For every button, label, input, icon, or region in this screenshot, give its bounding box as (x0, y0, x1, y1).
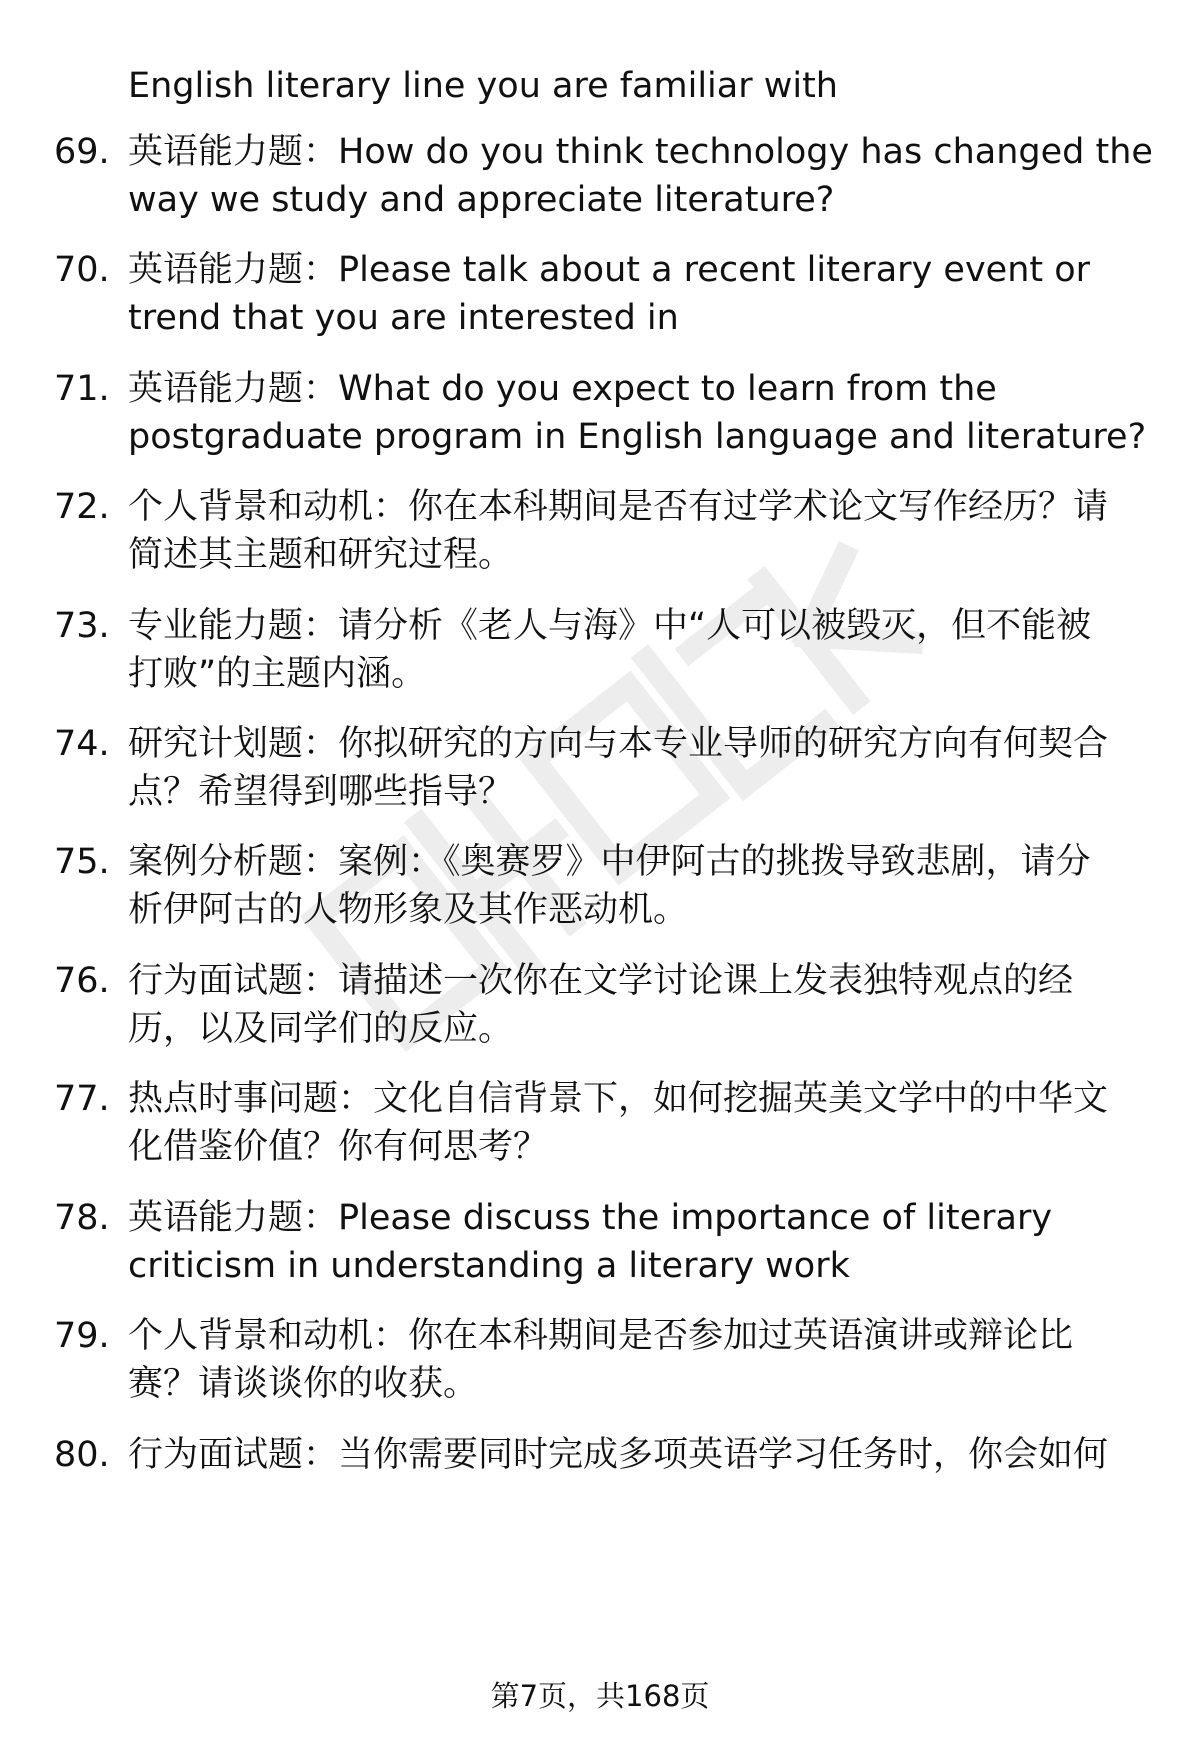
question-text (128, 365, 1146, 461)
question-number: 69. (54, 132, 110, 172)
question-line: 个人背景和动机：你在本科期间是否有过学术论文写作经历？请 (128, 487, 1109, 527)
question-number: 73. (54, 606, 110, 646)
question-number: 71. (54, 369, 110, 409)
question-line: 行为面试题：当你需要同时完成多项英语学习任务时，你会如何 (128, 1435, 1109, 1475)
question-line: criticism in understanding a literary work (128, 1246, 850, 1286)
question-line: 历，以及同学们的反应。 (128, 1009, 514, 1049)
question-text (128, 838, 1091, 934)
question-number: 70. (54, 250, 110, 290)
question-line: 研究计划题：你拟研究的方向与本专业导师的研究方向有何契合 (128, 724, 1109, 764)
question-number: 77. (54, 1079, 110, 1119)
question-line: 英语能力题：Please discuss the importance of literary (128, 1198, 1053, 1238)
question-line: postgraduate program in English language and literature? (128, 417, 1147, 457)
question-line: 专业能力题：请分析《老人与海》中“人可以被毁灭，但不能被 (128, 606, 1092, 646)
question-line: 点？希望得到哪些指导？ (128, 772, 514, 812)
question-line: 个人背景和动机：你在本科期间是否参加过英语演讲或辩论比 (128, 1316, 1074, 1356)
question-line: 英语能力题：Please talk about a recent literary event or (128, 250, 1091, 290)
question-number: 74. (54, 724, 110, 764)
question-text (128, 1075, 1108, 1171)
page-footer: 第7页，共168页 (490, 1679, 710, 1713)
question-text (128, 602, 1091, 698)
question-line: 化借鉴价值？你有何思考？ (128, 1127, 549, 1167)
question-number: 78. (54, 1198, 110, 1238)
question-text (128, 1431, 1108, 1479)
question-line: 英语能力题：What do you expect to learn from the (128, 369, 997, 409)
question-line: 析伊阿古的人物形象及其作恶动机。 (128, 890, 689, 930)
question-text (128, 1194, 1052, 1290)
question-text (128, 246, 1090, 342)
question-line: 案例分析题：案例：《奥赛罗》中伊阿古的挑拨导致悲剧，请分 (128, 842, 1091, 882)
question-text (128, 957, 1073, 1053)
question-text (128, 128, 1153, 224)
question-line: 打败”的主题内涵。 (128, 654, 427, 694)
question-number: 79. (54, 1316, 110, 1356)
question-number: 80. (54, 1435, 110, 1475)
question-line: 简述其主题和研究过程。 (128, 535, 514, 575)
question-line: 英语能力题：How do you think technology has changed the (128, 132, 1153, 172)
question-number: 75. (54, 842, 110, 882)
question-line: 赛？请谈谈你的收获。 (128, 1364, 479, 1404)
question-text (128, 720, 1108, 816)
question-line: 热点时事问题：文化自信背景下，如何挖掘英美文学中的中华文 (128, 1079, 1109, 1119)
question-number: 76. (54, 961, 110, 1001)
question-number: 72. (54, 487, 110, 527)
question-text (128, 483, 1108, 579)
question-line: 行为面试题：请描述一次你在文学讨论课上发表独特观点的经 (128, 961, 1074, 1001)
continuation-line: English literary line you are familiar with (128, 66, 838, 106)
question-line: trend that you are interested in (128, 298, 679, 338)
question-line: way we study and appreciate literature? (128, 180, 835, 220)
question-text (128, 1312, 1073, 1408)
